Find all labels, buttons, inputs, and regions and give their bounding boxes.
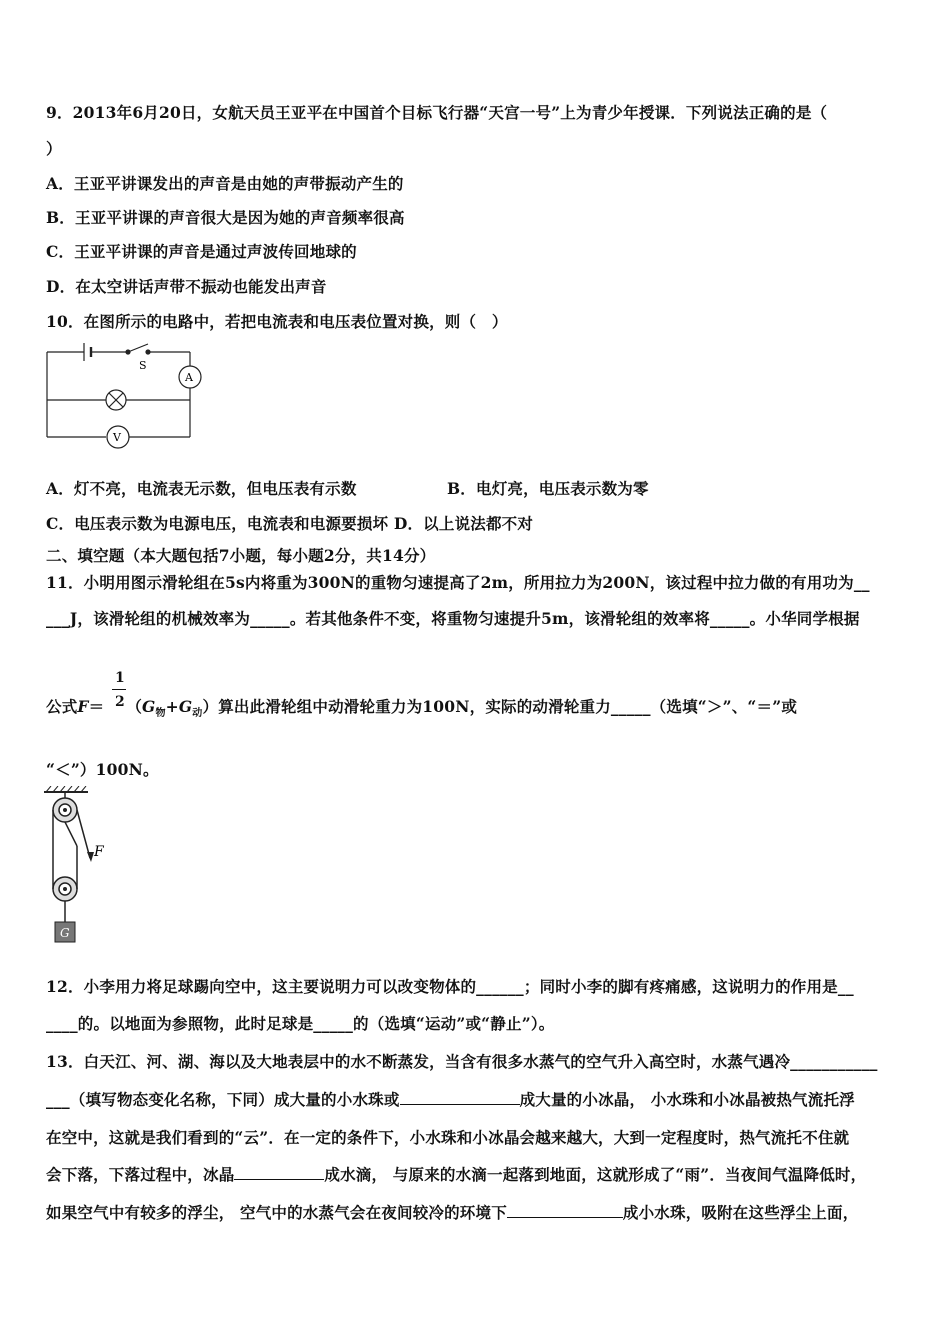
circuit-diagram: [40, 340, 210, 455]
q12-line1: 12．小李用力将足球踢向空中，这主要说明力可以改变物体的______；同时小李的脚有疼痛感，这说明力的作用是__: [46, 977, 854, 996]
q13-line2: [46, 1088, 855, 1110]
q13-line5: [46, 1201, 858, 1223]
q13-line4: [46, 1163, 866, 1185]
q11-line3: [46, 695, 797, 719]
q13-line2-end: 成大量的小冰晶， 小水珠和小冰晶被热气流托浮: [519, 1090, 855, 1109]
q9-stem-line2: ）: [46, 139, 62, 158]
q13-line5-start: 如果空气中有较多的浮尘， 空气中的水蒸气会在夜间较冷的环境下: [46, 1203, 507, 1222]
q13-line1: 13．白天江、河、湖、海以及大地表层中的水不断蒸发，当含有很多水蒸气的空气升入高空时，水蒸气遇冷___________: [46, 1052, 878, 1071]
q11-line3-rest: ）算出此滑轮组中动滑轮重力为100N，实际的动滑轮重力_____（选填“＞”、“＝”或: [202, 697, 798, 716]
fraction-denominator: 2: [115, 694, 125, 710]
formula-prefix: 公式: [46, 697, 78, 716]
voltmeter-label: V: [113, 431, 121, 444]
q13-line3: 在空中，这就是我们看到的“云”．在一定的条件下，小水珠和小冰晶会越来越大，大到一定程度时，热气流托不住就: [46, 1128, 850, 1147]
formula-g-pulley: G: [178, 697, 193, 716]
q11-line4: “＜”）100N。: [46, 760, 159, 779]
formula-paren: （: [126, 697, 143, 716]
force-arrow: [87, 852, 94, 862]
q10-option-b: B．电灯亮，电压表示数为零: [447, 479, 649, 498]
fraction-bar: [112, 689, 126, 690]
q9-option-a: A．王亚平讲课发出的声音是由她的声带振动产生的: [46, 174, 404, 193]
formula-g-object: G: [142, 697, 156, 716]
q13-line4-end: 成水滴， 与原来的水滴一起落到地面，这就形成了“雨”．当夜间气温降低时，: [324, 1165, 867, 1184]
q13-line5-end: 成小水珠，吸附在这些浮尘上面，: [622, 1203, 859, 1222]
pulley-diagram: [38, 786, 128, 951]
ammeter-label: A: [185, 371, 193, 384]
q11-line2: ___J，该滑轮组的机械效率为_____。若其他条件不变，将重物匀速提升5m，该滑轮组的效率将_____。小华同学根据: [46, 609, 860, 628]
q10-option-cd: C．电压表示数为电源电压，电流表和电源要损坏 D．以上说法都不对: [46, 514, 534, 533]
formula-sub-object: 物: [155, 708, 166, 720]
q10-option-a: A．灯不亮，电流表无示数，但电压表有示数: [46, 479, 357, 498]
switch-label: S: [139, 359, 147, 372]
pull-rope: [77, 810, 90, 858]
section-title: 二、填空题（本大题包括7小题，每小题2分，共14分）: [46, 546, 436, 565]
formula-equals: ＝: [88, 697, 105, 716]
q13-line4-start: 会下落，下落过程中，冰晶: [46, 1165, 235, 1184]
q9-option-c: C．王亚平讲课的声音是通过声波传回地球的: [46, 242, 357, 261]
answer-blank-2[interactable]: [234, 1165, 324, 1180]
q9-stem-line1: 9．2013年6月20日，女航天员王亚平在中国首个目标飞行器“天宫一号”上为青少年授课．下列说法正确的是（: [46, 103, 828, 122]
weight-label: G: [60, 926, 70, 940]
fraction-numerator: 1: [115, 670, 125, 686]
force-label: F: [94, 844, 104, 860]
formula-f: F: [77, 697, 89, 716]
answer-blank-3[interactable]: [507, 1203, 623, 1218]
q9-option-d: D．在太空讲话声带不振动也能发出声音: [46, 277, 327, 296]
q9-option-b: B．王亚平讲课的声音很大是因为她的声音频率很高: [46, 208, 405, 227]
formula-sub-pulley: 动: [192, 708, 203, 720]
formula-plus: +: [165, 697, 179, 716]
q11-line1: 11．小明用图示滑轮组在5s内将重为300N的重物匀速提高了2m，所用拉力为200N，该过程中拉力做的有用功为__: [46, 573, 870, 592]
switch-blade: [128, 344, 148, 352]
answer-blank-1[interactable]: [400, 1090, 520, 1105]
q13-line2-start: ___（填写物态变化名称，下同）成大量的小水珠或: [46, 1090, 400, 1109]
q12-line2: ____的。以地面为参照物，此时足球是_____的（选填“运动”或“静止”）。: [46, 1014, 555, 1033]
q10-stem: 10．在图所示的电路中，若把电流表和电压表位置对换，则（ ）: [46, 312, 508, 331]
